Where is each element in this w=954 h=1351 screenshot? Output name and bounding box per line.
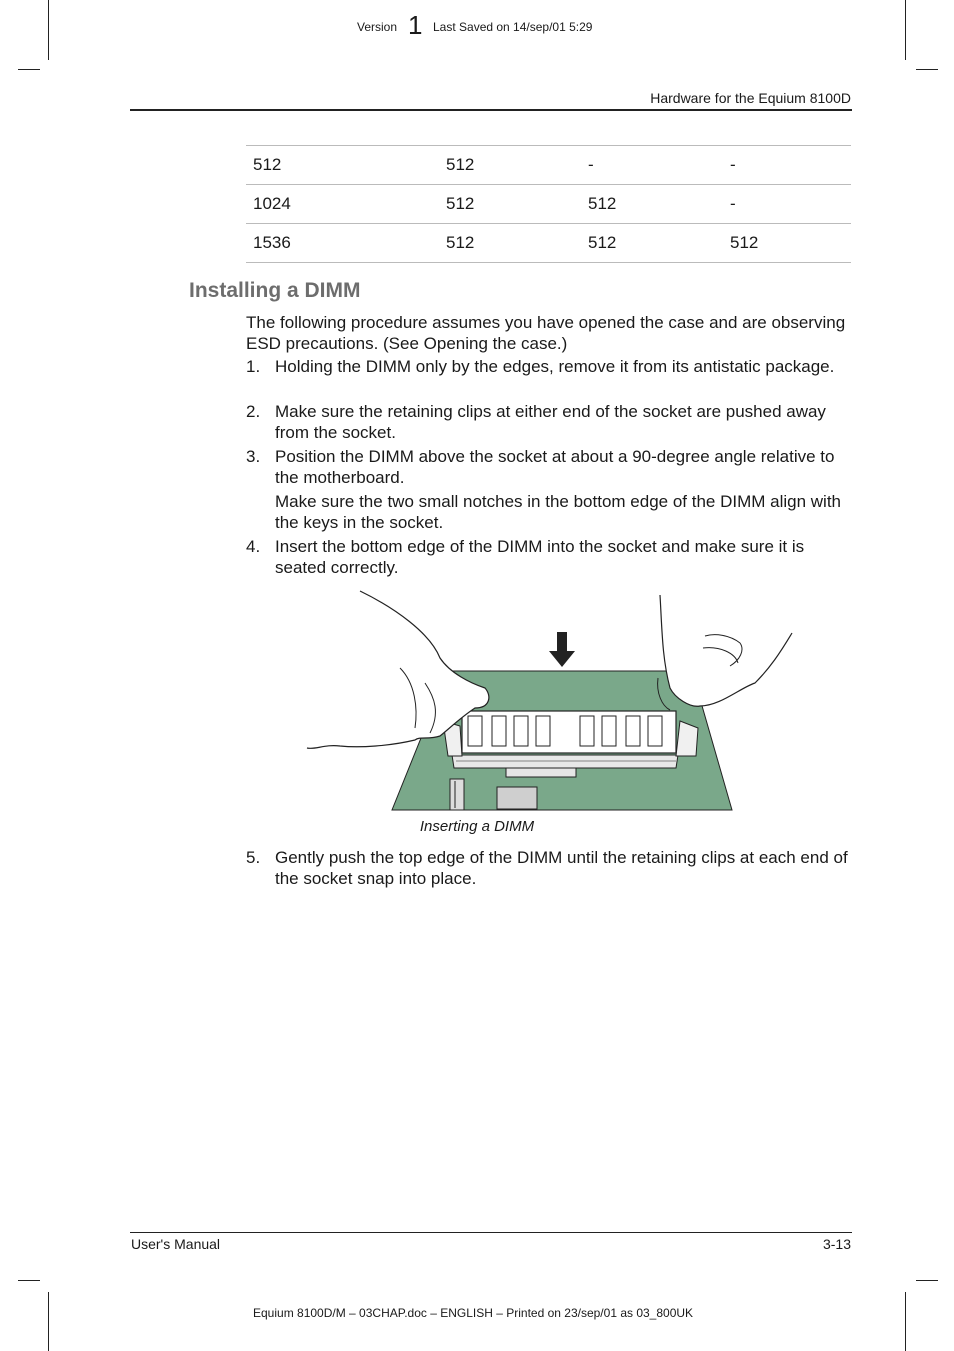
step-number: 3.: [246, 447, 261, 466]
down-arrow-icon: [549, 632, 575, 667]
step-number: 4.: [246, 537, 261, 556]
board-chip: [497, 787, 537, 809]
table-cell: -: [723, 185, 851, 224]
running-header: Hardware for the Equium 8100D: [650, 90, 851, 106]
footer-manual-title: User's Manual: [131, 1236, 221, 1252]
crop-mark: [48, 0, 49, 60]
section-heading: Installing a DIMM: [189, 279, 361, 302]
intro-paragraph: The following procedure assumes you have opened the case and are observing ESD precautions. (See Opening the case.): [246, 313, 846, 353]
table-cell: 1536: [246, 224, 439, 263]
footer-rule: [130, 1232, 852, 1233]
last-saved: Last Saved on 14/sep/01 5:29: [433, 20, 593, 34]
crop-mark: [18, 1280, 40, 1281]
step-text: Position the DIMM above the socket at about a 90-degree angle relative to the motherboard.: [275, 447, 835, 487]
version-label: Version: [357, 20, 398, 34]
table-cell: -: [723, 146, 851, 185]
figure-caption: Inserting a DIMM: [419, 818, 535, 835]
crop-mark: [905, 0, 906, 60]
step-number: 2.: [246, 402, 261, 421]
table-cell: 1024: [246, 185, 439, 224]
table-cell: 512: [723, 224, 851, 263]
table-cell: -: [581, 146, 723, 185]
dimm-socket: [452, 755, 678, 768]
step-text: Gently push the top edge of the DIMM until the retaining clips at each end of the socket snap into place.: [275, 848, 848, 888]
print-line: Equium 8100D/M – 03CHAP.doc – ENGLISH – Printed on 23/sep/01 as 03_800UK: [253, 1306, 694, 1320]
memory-table: [246, 145, 851, 263]
crop-mark: [18, 69, 40, 70]
board-slot: [450, 779, 464, 810]
step-number: 5.: [246, 848, 261, 867]
step-text: Make sure the retaining clips at either end of the socket are pushed away from the socket.: [275, 402, 826, 442]
page-number: 3-13: [822, 1236, 851, 1252]
step-text: Holding the DIMM only by the edges, remove it from its antistatic package.: [275, 357, 835, 376]
crop-mark: [916, 69, 938, 70]
step-text: Make sure the two small notches in the bottom edge of the DIMM align with the keys in the socket.: [275, 492, 841, 532]
table-cell: 512: [439, 146, 581, 185]
table-cell: 512: [581, 224, 723, 263]
crop-mark: [905, 1292, 906, 1351]
step-number: 1.: [246, 357, 261, 376]
step-text: Insert the bottom edge of the DIMM into the socket and make sure it is seated correctly.: [275, 537, 805, 577]
crop-mark: [916, 1280, 938, 1281]
table-row: [246, 185, 851, 224]
header-rule: [130, 109, 852, 111]
table-cell: 512: [439, 185, 581, 224]
table-row: [246, 224, 851, 263]
table-cell: 512: [439, 224, 581, 263]
retaining-clip-right: [676, 721, 698, 756]
table-row: [246, 146, 851, 185]
version-number: 1: [408, 10, 423, 40]
table-cell: 512: [246, 146, 439, 185]
dimm-illustration: [300, 588, 800, 814]
crop-mark: [48, 1292, 49, 1351]
table-cell: 512: [581, 185, 723, 224]
